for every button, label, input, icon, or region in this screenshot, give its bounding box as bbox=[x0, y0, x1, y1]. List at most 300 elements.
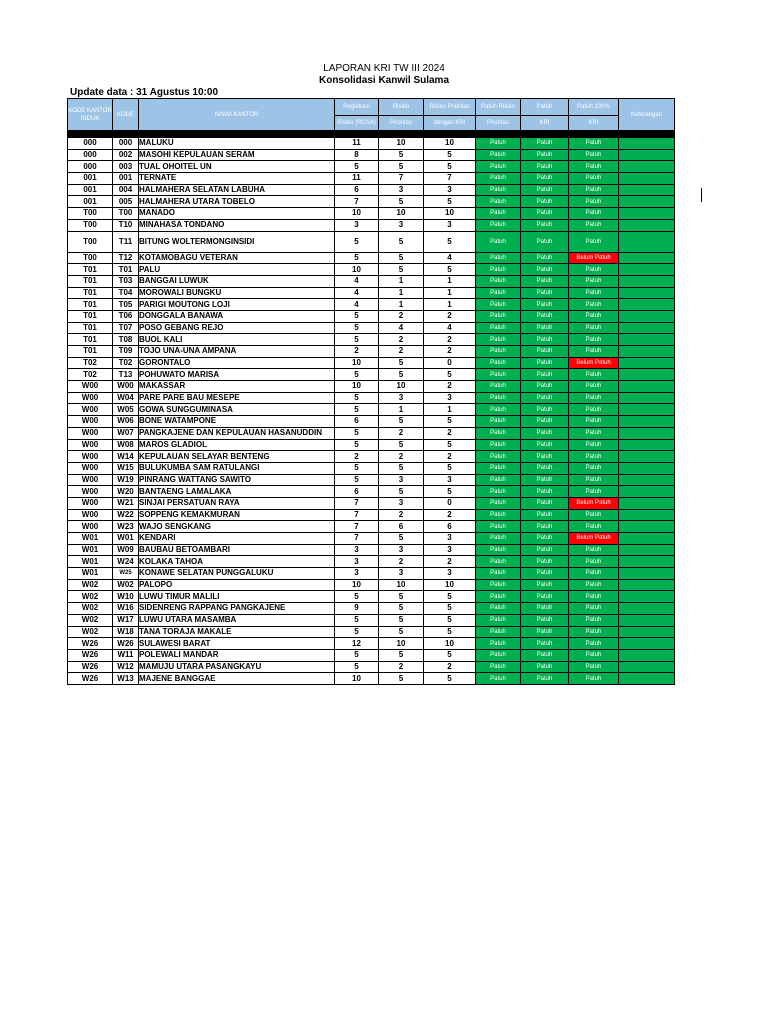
cell-patuh-100: Patuh bbox=[569, 369, 619, 381]
cell-nama-kantor: MINAHASA TONDANO bbox=[139, 219, 335, 231]
cell-patuh-risiko: Patuh bbox=[476, 521, 521, 533]
cell-kode: T09 bbox=[113, 346, 139, 358]
cell-kode-induk: W00 bbox=[68, 474, 113, 486]
cell-nama-kantor: LUWU UTARA MASAMBA bbox=[139, 614, 335, 626]
cell-patuh-risiko: Patuh bbox=[476, 404, 521, 416]
table-row bbox=[68, 381, 675, 393]
cell-patuh-risiko: Patuh bbox=[476, 381, 521, 393]
cell-patuh-risiko: Patuh bbox=[476, 252, 521, 264]
cell-risiko-kri: 0 bbox=[424, 497, 476, 509]
cell-nama-kantor: SOPPENG KEMAKMURAN bbox=[139, 509, 335, 521]
table-row bbox=[68, 369, 675, 381]
cell-registrasi: 4 bbox=[335, 299, 379, 311]
table-row bbox=[68, 252, 675, 264]
cell-nama-kantor: HALMAHERA SELATAN LABUHA bbox=[139, 184, 335, 196]
cell-nama-kantor: MANADO bbox=[139, 208, 335, 220]
table-row bbox=[68, 208, 675, 220]
cell-patuh-risiko: Patuh bbox=[476, 439, 521, 451]
table-row bbox=[68, 603, 675, 615]
cell-risiko-prioritas: 5 bbox=[379, 486, 424, 498]
cell-risiko-kri: 2 bbox=[424, 556, 476, 568]
cell-kode-induk: W26 bbox=[68, 673, 113, 685]
cell-kode: T01 bbox=[113, 264, 139, 276]
cell-patuh-100: Patuh bbox=[569, 346, 619, 358]
cell-kode-induk: W01 bbox=[68, 533, 113, 545]
cell-patuh-risiko: Patuh bbox=[476, 322, 521, 334]
col-risiko-sub: Prioritas bbox=[379, 116, 424, 131]
table-row bbox=[68, 427, 675, 439]
cell-risiko-prioritas: 5 bbox=[379, 149, 424, 161]
cell-kode: T13 bbox=[113, 369, 139, 381]
col-kode: KODE bbox=[113, 99, 139, 131]
cell-risiko-kri: 2 bbox=[424, 509, 476, 521]
cell-patuh-kri: Patuh bbox=[521, 149, 569, 161]
cell-nama-kantor: TUAL OHOITEL UN bbox=[139, 161, 335, 173]
cell-patuh-100: Belum Patuh bbox=[569, 533, 619, 545]
cell-kode: 001 bbox=[113, 173, 139, 185]
cell-patuh-100: Patuh bbox=[569, 474, 619, 486]
cell-risiko-prioritas: 5 bbox=[379, 439, 424, 451]
cell-nama-kantor: MASOHI KEPULAUAN SERAM bbox=[139, 149, 335, 161]
cell-registrasi: 10 bbox=[335, 381, 379, 393]
cell-kode-induk: T02 bbox=[68, 357, 113, 369]
cell-nama-kantor: MOROWALI BUNGKU bbox=[139, 287, 335, 299]
cell-kode-induk: W00 bbox=[68, 392, 113, 404]
table-row bbox=[68, 416, 675, 428]
cell-registrasi: 5 bbox=[335, 439, 379, 451]
cell-registrasi: 5 bbox=[335, 334, 379, 346]
cell-kode-induk: W00 bbox=[68, 509, 113, 521]
cell-keterangan bbox=[619, 474, 675, 486]
cell-risiko-prioritas: 2 bbox=[379, 556, 424, 568]
cell-nama-kantor: WAJO SENGKANG bbox=[139, 521, 335, 533]
cell-kode: W02 bbox=[113, 579, 139, 591]
cell-risiko-kri: 5 bbox=[424, 231, 476, 252]
cell-patuh-risiko: Patuh bbox=[476, 184, 521, 196]
cell-nama-kantor: GOWA SUNGGUMINASA bbox=[139, 404, 335, 416]
cell-kode: T00 bbox=[113, 208, 139, 220]
cell-patuh-100: Patuh bbox=[569, 591, 619, 603]
cell-kode: T11 bbox=[113, 231, 139, 252]
cell-patuh-risiko: Patuh bbox=[476, 287, 521, 299]
cell-patuh-kri: Patuh bbox=[521, 404, 569, 416]
cell-patuh-kri: Patuh bbox=[521, 161, 569, 173]
col-kode-kantor-induk: KODE KANTOR INDUK bbox=[68, 99, 113, 131]
cell-risiko-kri: 0 bbox=[424, 357, 476, 369]
cell-patuh-kri: Patuh bbox=[521, 381, 569, 393]
cell-patuh-100: Patuh bbox=[569, 299, 619, 311]
table-row bbox=[68, 614, 675, 626]
col-patuh-sub: KRI bbox=[521, 116, 569, 131]
cell-risiko-prioritas: 3 bbox=[379, 568, 424, 580]
cell-keterangan bbox=[619, 173, 675, 185]
cell-registrasi: 5 bbox=[335, 462, 379, 474]
cell-kode-induk: W26 bbox=[68, 661, 113, 673]
cell-patuh-kri: Patuh bbox=[521, 427, 569, 439]
cell-kode: T05 bbox=[113, 299, 139, 311]
cell-kode: 002 bbox=[113, 149, 139, 161]
cell-risiko-kri: 5 bbox=[424, 149, 476, 161]
table-row bbox=[68, 392, 675, 404]
cell-keterangan bbox=[619, 184, 675, 196]
cell-nama-kantor: KOTAMOBAGU VETERAN bbox=[139, 252, 335, 264]
cell-registrasi: 4 bbox=[335, 287, 379, 299]
cell-risiko-kri: 7 bbox=[424, 173, 476, 185]
cell-keterangan bbox=[619, 264, 675, 276]
cell-risiko-kri: 2 bbox=[424, 661, 476, 673]
cell-risiko-prioritas: 10 bbox=[379, 638, 424, 650]
cell-patuh-kri: Patuh bbox=[521, 509, 569, 521]
cell-nama-kantor: TERNATE bbox=[139, 173, 335, 185]
cell-registrasi: 5 bbox=[335, 322, 379, 334]
cell-registrasi: 8 bbox=[335, 149, 379, 161]
cell-patuh-risiko: Patuh bbox=[476, 427, 521, 439]
cell-risiko-prioritas: 7 bbox=[379, 173, 424, 185]
cell-registrasi: 3 bbox=[335, 568, 379, 580]
table-row bbox=[68, 591, 675, 603]
cell-keterangan bbox=[619, 287, 675, 299]
cell-patuh-100: Patuh bbox=[569, 310, 619, 322]
cell-registrasi: 9 bbox=[335, 603, 379, 615]
cell-kode-induk: 000 bbox=[68, 138, 113, 150]
cell-patuh-risiko: Patuh bbox=[476, 264, 521, 276]
cell-patuh-kri: Patuh bbox=[521, 638, 569, 650]
cell-patuh-100: Patuh bbox=[569, 334, 619, 346]
cell-kode-induk: W00 bbox=[68, 439, 113, 451]
cell-patuh-100: Patuh bbox=[569, 219, 619, 231]
cell-kode-induk: W00 bbox=[68, 462, 113, 474]
table-row bbox=[68, 486, 675, 498]
table-row bbox=[68, 334, 675, 346]
cell-patuh-risiko: Patuh bbox=[476, 568, 521, 580]
cell-risiko-kri: 1 bbox=[424, 299, 476, 311]
cell-keterangan bbox=[619, 556, 675, 568]
cell-nama-kantor: POLEWALI MANDAR bbox=[139, 649, 335, 661]
table-row bbox=[68, 299, 675, 311]
cell-patuh-kri: Patuh bbox=[521, 357, 569, 369]
cell-patuh-kri: Patuh bbox=[521, 275, 569, 287]
cell-nama-kantor: KOLAKA TAHOA bbox=[139, 556, 335, 568]
cell-registrasi: 10 bbox=[335, 673, 379, 685]
cell-patuh-100: Patuh bbox=[569, 404, 619, 416]
cell-risiko-prioritas: 1 bbox=[379, 299, 424, 311]
cell-keterangan bbox=[619, 673, 675, 685]
cell-kode-induk: W00 bbox=[68, 381, 113, 393]
cell-registrasi: 5 bbox=[335, 649, 379, 661]
cell-registrasi: 4 bbox=[335, 275, 379, 287]
table-row bbox=[68, 556, 675, 568]
cell-patuh-kri: Patuh bbox=[521, 264, 569, 276]
cell-kode: W10 bbox=[113, 591, 139, 603]
cell-risiko-prioritas: 5 bbox=[379, 161, 424, 173]
cell-kode-induk: W01 bbox=[68, 568, 113, 580]
cell-patuh-risiko: Patuh bbox=[476, 579, 521, 591]
cell-kode-induk: W26 bbox=[68, 649, 113, 661]
cell-patuh-risiko: Patuh bbox=[476, 673, 521, 685]
cell-patuh-100: Patuh bbox=[569, 184, 619, 196]
cell-patuh-100: Patuh bbox=[569, 138, 619, 150]
cell-registrasi: 10 bbox=[335, 357, 379, 369]
cell-risiko-kri: 5 bbox=[424, 161, 476, 173]
cell-patuh-risiko: Patuh bbox=[476, 149, 521, 161]
cell-patuh-risiko: Patuh bbox=[476, 614, 521, 626]
cell-keterangan bbox=[619, 219, 675, 231]
cell-patuh-risiko: Patuh bbox=[476, 208, 521, 220]
cell-patuh-kri: Patuh bbox=[521, 661, 569, 673]
table-row bbox=[68, 661, 675, 673]
cell-registrasi: 11 bbox=[335, 173, 379, 185]
cell-registrasi: 5 bbox=[335, 614, 379, 626]
cell-patuh-kri: Patuh bbox=[521, 369, 569, 381]
cell-patuh-kri: Patuh bbox=[521, 649, 569, 661]
cell-kode: T10 bbox=[113, 219, 139, 231]
table-row bbox=[68, 138, 675, 150]
cell-patuh-kri: Patuh bbox=[521, 673, 569, 685]
cell-keterangan bbox=[619, 544, 675, 556]
cell-keterangan bbox=[619, 299, 675, 311]
cell-keterangan bbox=[619, 149, 675, 161]
cell-risiko-kri: 5 bbox=[424, 603, 476, 615]
cell-registrasi: 5 bbox=[335, 231, 379, 252]
cell-patuh-kri: Patuh bbox=[521, 252, 569, 264]
cell-patuh-100: Patuh bbox=[569, 451, 619, 463]
table-row bbox=[68, 149, 675, 161]
cell-registrasi: 5 bbox=[335, 474, 379, 486]
cell-patuh-100: Patuh bbox=[569, 603, 619, 615]
cell-keterangan bbox=[619, 439, 675, 451]
cell-risiko-kri: 1 bbox=[424, 287, 476, 299]
cell-patuh-risiko: Patuh bbox=[476, 533, 521, 545]
cell-kode: W05 bbox=[113, 404, 139, 416]
cell-risiko-prioritas: 2 bbox=[379, 334, 424, 346]
cell-nama-kantor: BITUNG WOLTERMONGINSIDI bbox=[139, 231, 335, 252]
report-table bbox=[67, 98, 675, 685]
cell-keterangan bbox=[619, 486, 675, 498]
table-row bbox=[68, 544, 675, 556]
cell-risiko-kri: 10 bbox=[424, 208, 476, 220]
cell-kode-induk: W00 bbox=[68, 497, 113, 509]
cell-risiko-prioritas: 3 bbox=[379, 544, 424, 556]
cell-kode: W09 bbox=[113, 544, 139, 556]
cell-patuh-kri: Patuh bbox=[521, 568, 569, 580]
cell-patuh-kri: Patuh bbox=[521, 346, 569, 358]
cell-patuh-100: Belum Patuh bbox=[569, 252, 619, 264]
cell-registrasi: 5 bbox=[335, 310, 379, 322]
cell-keterangan bbox=[619, 404, 675, 416]
cell-registrasi: 3 bbox=[335, 219, 379, 231]
cell-keterangan bbox=[619, 462, 675, 474]
cell-nama-kantor: HALMAHERA UTARA TOBELO bbox=[139, 196, 335, 208]
cell-registrasi: 7 bbox=[335, 497, 379, 509]
cell-patuh-100: Patuh bbox=[569, 521, 619, 533]
cell-patuh-risiko: Patuh bbox=[476, 556, 521, 568]
cell-risiko-prioritas: 5 bbox=[379, 196, 424, 208]
report-subtitle: Konsolidasi Kanwil Sulama bbox=[318, 75, 450, 86]
cell-risiko-prioritas: 5 bbox=[379, 264, 424, 276]
cell-risiko-kri: 3 bbox=[424, 544, 476, 556]
cell-patuh-kri: Patuh bbox=[521, 173, 569, 185]
cell-patuh-kri: Patuh bbox=[521, 334, 569, 346]
cell-kode: T04 bbox=[113, 287, 139, 299]
cell-kode-induk: W02 bbox=[68, 603, 113, 615]
cell-kode-induk: 001 bbox=[68, 196, 113, 208]
cell-nama-kantor: PARIGI MOUTONG LOJI bbox=[139, 299, 335, 311]
cell-kode: 003 bbox=[113, 161, 139, 173]
cell-patuh-100: Patuh bbox=[569, 439, 619, 451]
cell-risiko-prioritas: 2 bbox=[379, 661, 424, 673]
cell-patuh-100: Patuh bbox=[569, 579, 619, 591]
cell-patuh-risiko: Patuh bbox=[476, 219, 521, 231]
table-row bbox=[68, 219, 675, 231]
cell-keterangan bbox=[619, 357, 675, 369]
cell-keterangan bbox=[619, 161, 675, 173]
report-title: LAPORAN KRI TW III 2024 bbox=[323, 63, 445, 74]
table-row bbox=[68, 533, 675, 545]
table-row bbox=[68, 275, 675, 287]
cell-patuh-kri: Patuh bbox=[521, 392, 569, 404]
cell-kode-induk: T01 bbox=[68, 287, 113, 299]
cell-keterangan bbox=[619, 579, 675, 591]
cell-risiko-prioritas: 5 bbox=[379, 231, 424, 252]
cell-risiko-kri: 3 bbox=[424, 392, 476, 404]
cell-patuh-risiko: Patuh bbox=[476, 661, 521, 673]
cell-kode-induk: T01 bbox=[68, 275, 113, 287]
cell-patuh-100: Patuh bbox=[569, 275, 619, 287]
cell-patuh-100: Patuh bbox=[569, 427, 619, 439]
table-row bbox=[68, 322, 675, 334]
cell-patuh-risiko: Patuh bbox=[476, 275, 521, 287]
cell-patuh-100: Patuh bbox=[569, 649, 619, 661]
cell-patuh-kri: Patuh bbox=[521, 208, 569, 220]
cell-kode: T08 bbox=[113, 334, 139, 346]
cell-kode: W04 bbox=[113, 392, 139, 404]
cell-registrasi: 3 bbox=[335, 556, 379, 568]
cell-kode: W22 bbox=[113, 509, 139, 521]
cell-nama-kantor: TANA TORAJA MAKALE bbox=[139, 626, 335, 638]
cell-registrasi: 10 bbox=[335, 579, 379, 591]
cell-keterangan bbox=[619, 369, 675, 381]
cell-risiko-prioritas: 5 bbox=[379, 591, 424, 603]
cell-patuh-100: Patuh bbox=[569, 544, 619, 556]
cell-risiko-kri: 5 bbox=[424, 462, 476, 474]
cell-patuh-kri: Patuh bbox=[521, 556, 569, 568]
cell-nama-kantor: LUWU TIMUR MALILI bbox=[139, 591, 335, 603]
cell-patuh-kri: Patuh bbox=[521, 287, 569, 299]
table-body bbox=[68, 138, 675, 685]
col-patuh-100: Patuh 100% bbox=[569, 99, 619, 116]
cell-keterangan bbox=[619, 451, 675, 463]
cell-patuh-100: Patuh bbox=[569, 509, 619, 521]
cell-risiko-prioritas: 5 bbox=[379, 252, 424, 264]
cell-patuh-100: Patuh bbox=[569, 381, 619, 393]
cell-kode-induk: W26 bbox=[68, 638, 113, 650]
cell-patuh-risiko: Patuh bbox=[476, 196, 521, 208]
col-patuh-risiko-sub: Prioritas bbox=[476, 116, 521, 131]
cell-kode: 004 bbox=[113, 184, 139, 196]
cell-patuh-risiko: Patuh bbox=[476, 310, 521, 322]
cell-registrasi: 6 bbox=[335, 416, 379, 428]
cell-patuh-risiko: Patuh bbox=[476, 509, 521, 521]
cell-risiko-prioritas: 5 bbox=[379, 626, 424, 638]
cell-kode-induk: W01 bbox=[68, 544, 113, 556]
cell-patuh-kri: Patuh bbox=[521, 474, 569, 486]
cell-patuh-kri: Patuh bbox=[521, 231, 569, 252]
col-nama-kantor: NAMA KANTOR bbox=[139, 99, 335, 131]
table-row bbox=[68, 231, 675, 252]
table-row bbox=[68, 474, 675, 486]
table-row bbox=[68, 521, 675, 533]
cell-risiko-prioritas: 5 bbox=[379, 673, 424, 685]
cell-risiko-kri: 3 bbox=[424, 533, 476, 545]
cell-patuh-risiko: Patuh bbox=[476, 591, 521, 603]
cell-registrasi: 7 bbox=[335, 521, 379, 533]
cell-patuh-kri: Patuh bbox=[521, 521, 569, 533]
col-registrasi-sub: Risiko (RCSA) bbox=[335, 116, 379, 131]
cell-nama-kantor: KENDARI bbox=[139, 533, 335, 545]
cell-keterangan bbox=[619, 252, 675, 264]
table-row bbox=[68, 184, 675, 196]
cell-risiko-kri: 2 bbox=[424, 451, 476, 463]
cell-risiko-prioritas: 10 bbox=[379, 579, 424, 591]
cell-registrasi: 3 bbox=[335, 544, 379, 556]
cell-kode-induk: W00 bbox=[68, 486, 113, 498]
table-row bbox=[68, 462, 675, 474]
cell-risiko-prioritas: 10 bbox=[379, 138, 424, 150]
cell-kode-induk: W02 bbox=[68, 614, 113, 626]
cell-patuh-risiko: Patuh bbox=[476, 544, 521, 556]
cell-risiko-kri: 2 bbox=[424, 334, 476, 346]
cell-patuh-risiko: Patuh bbox=[476, 334, 521, 346]
cell-kode: W25 bbox=[113, 568, 139, 580]
cell-kode: T12 bbox=[113, 252, 139, 264]
cell-risiko-prioritas: 6 bbox=[379, 521, 424, 533]
cell-keterangan bbox=[619, 649, 675, 661]
table-header bbox=[68, 99, 675, 138]
cell-keterangan bbox=[619, 231, 675, 252]
cell-registrasi: 5 bbox=[335, 626, 379, 638]
cell-keterangan bbox=[619, 497, 675, 509]
cell-kode: W19 bbox=[113, 474, 139, 486]
cell-risiko-kri: 2 bbox=[424, 381, 476, 393]
cell-patuh-100: Patuh bbox=[569, 486, 619, 498]
cell-risiko-kri: 3 bbox=[424, 568, 476, 580]
cell-nama-kantor: DONGGALA BANAWA bbox=[139, 310, 335, 322]
cell-registrasi: 5 bbox=[335, 392, 379, 404]
cell-patuh-kri: Patuh bbox=[521, 184, 569, 196]
cell-nama-kantor: BANTAENG LAMALAKA bbox=[139, 486, 335, 498]
cell-risiko-kri: 5 bbox=[424, 626, 476, 638]
cell-keterangan bbox=[619, 208, 675, 220]
cell-risiko-kri: 5 bbox=[424, 416, 476, 428]
cell-registrasi: 5 bbox=[335, 427, 379, 439]
cell-registrasi: 6 bbox=[335, 184, 379, 196]
cell-patuh-kri: Patuh bbox=[521, 416, 569, 428]
cell-nama-kantor: SULAWESI BARAT bbox=[139, 638, 335, 650]
cell-kode: W00 bbox=[113, 381, 139, 393]
cell-risiko-kri: 5 bbox=[424, 614, 476, 626]
cell-nama-kantor: MAJENE BANGGAE bbox=[139, 673, 335, 685]
table-row bbox=[68, 173, 675, 185]
cell-kode-induk: 001 bbox=[68, 184, 113, 196]
cell-patuh-kri: Patuh bbox=[521, 603, 569, 615]
cell-keterangan bbox=[619, 310, 675, 322]
cell-nama-kantor: MALUKU bbox=[139, 138, 335, 150]
cell-nama-kantor: KONAWE SELATAN PUNGGALUKU bbox=[139, 568, 335, 580]
cell-nama-kantor: PALU bbox=[139, 264, 335, 276]
col-patuh-100-sub: KRI bbox=[569, 116, 619, 131]
table-row bbox=[68, 649, 675, 661]
cell-patuh-100: Patuh bbox=[569, 231, 619, 252]
